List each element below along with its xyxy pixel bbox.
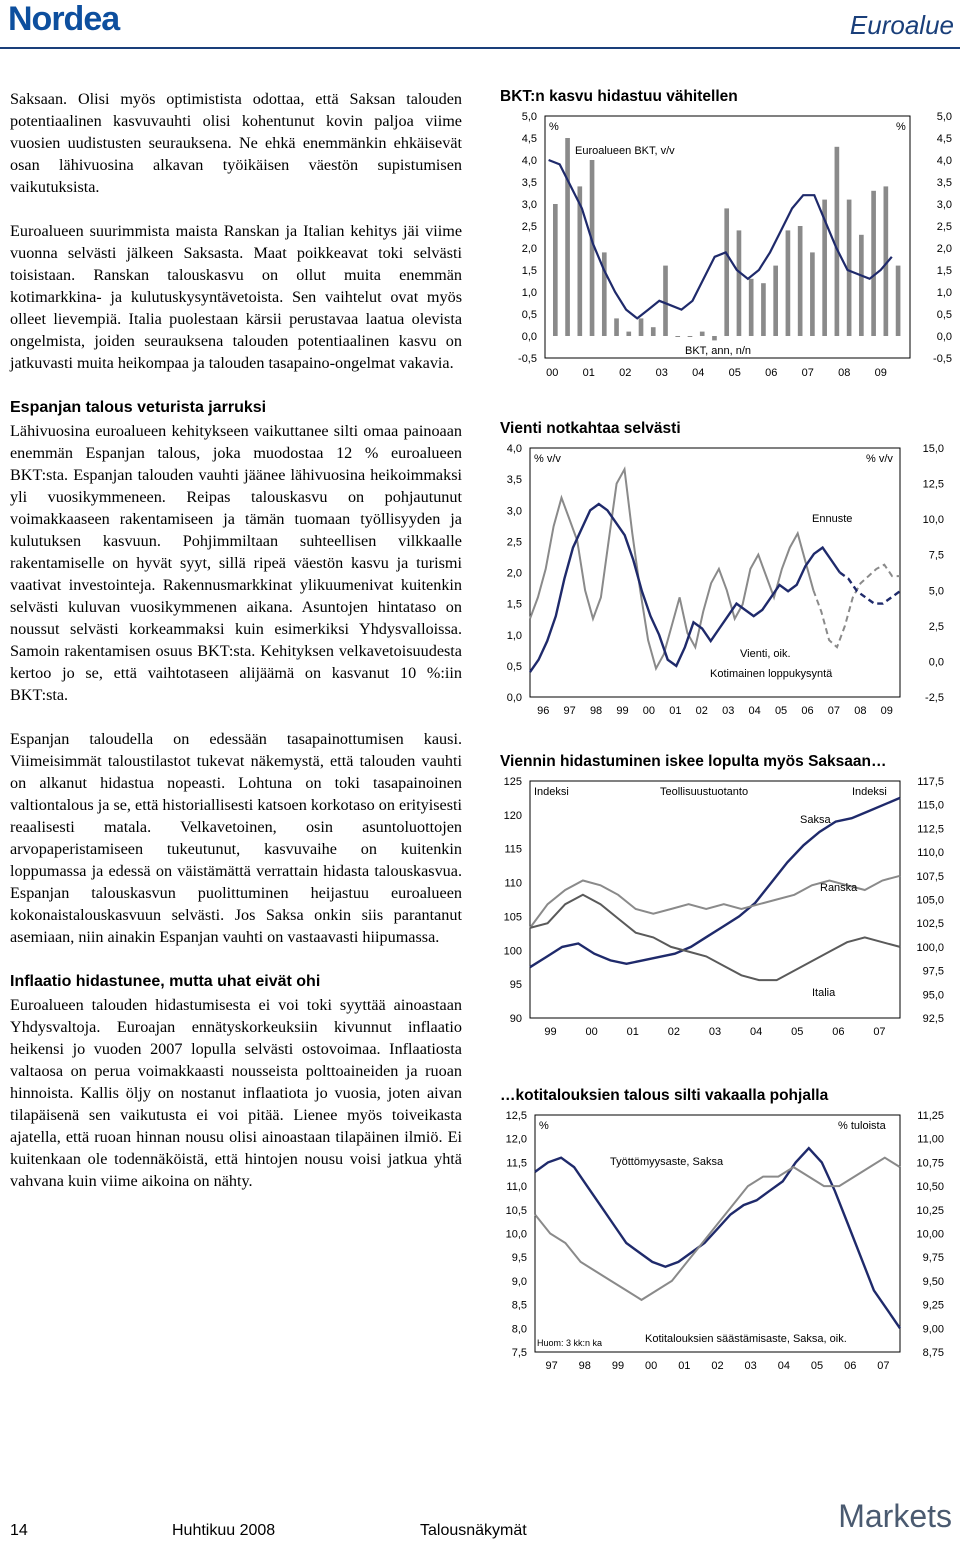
chart2-xtick: 02 <box>695 705 708 717</box>
chart2-ytick-right: 7,5 <box>928 549 944 562</box>
chart1-ytick-left: 2,5 <box>521 221 537 233</box>
chart4-xtick: 07 <box>877 1360 890 1372</box>
chart3-ytick-right: 92,5 <box>922 1013 944 1025</box>
chart-exports <box>495 440 955 740</box>
heading-spain: Espanjan talous veturista jarruksi <box>10 399 267 416</box>
chart3-ytick-left: 95 <box>509 979 522 992</box>
chart4-ytick-right: 9,00 <box>922 1323 944 1336</box>
chart1-ytick-right: 5,0 <box>936 111 952 123</box>
chart2-ytick-right: -2,5 <box>925 692 944 704</box>
chart1-ytick-left: 0,5 <box>521 309 537 321</box>
chart1-ytick-left: 4,0 <box>521 155 537 167</box>
chart2-right-unit: % v/v <box>866 453 893 465</box>
chart1-xtick: 09 <box>874 367 887 379</box>
chart1-xtick: 04 <box>692 367 705 379</box>
chart3-label-germany: Saksa <box>800 814 831 826</box>
chart3-ytick-right: 117,5 <box>917 776 944 788</box>
chart2-ytick-left: 2,5 <box>506 536 522 549</box>
chart3-xtick: 07 <box>873 1026 886 1038</box>
chart3-xtick: 00 <box>585 1026 598 1038</box>
chart1-ytick-right: -0,5 <box>933 353 952 365</box>
chart1-bar <box>663 266 668 336</box>
chart2-xtick: 04 <box>748 705 761 717</box>
chart4-ytick-left: 9,5 <box>511 1252 527 1265</box>
chart1-ytick-right: 2,0 <box>936 243 952 255</box>
chart-industrial-production <box>495 773 955 1058</box>
chart3-xtick: 01 <box>626 1026 639 1038</box>
chart1-bar <box>859 235 864 336</box>
chart2-xtick: 03 <box>722 705 735 717</box>
section-title: Euroalue <box>849 10 954 40</box>
chart2-ytick-left: 4,0 <box>506 443 522 455</box>
chart1-ytick-right: 3,0 <box>936 199 952 211</box>
chart4-xtick: 98 <box>578 1360 591 1372</box>
chart2-ytick-right: 10,0 <box>922 514 944 527</box>
chart2-title: Vienti notkahtaa selvästi <box>500 420 681 437</box>
chart4-legend-unemployment: Työttömyysaste, Saksa <box>610 1156 724 1168</box>
chart1-bar <box>798 226 803 336</box>
chart3-ytick-left: 90 <box>509 1013 522 1025</box>
chart4-series-line <box>535 1148 900 1328</box>
paragraph-5: Euroalueen talouden hidastumisesta ei voi toki syyttää ainoastaan Yhdysvaltoja. Euroajan ennätyskorkeuksiin kivunnut inflaatio heikensi jo vuoden 2007 lopulla selvästi ostovoimaa. Inflaatiosta valtaosa on perua voimakkaasti nousseista polttoaineiden ja ruoan hinnoista. Kallis öljy on nostanut inflaatiota jo vuosia, joten aivan tilapäisenä sen vaikutusta ei voi pitää. Lienee myös toiveikasta ajatella, että ruoan hinnan nousu olisi ainoastaan tilapäinen ilmiö. Ei kuitenkaan ole todennäköistä, että hintojen nousu voisi jatkua yhtä vahvana kuin viime aikoina on nähty. <box>10 996 462 1190</box>
chart2-ytick-left: 3,5 <box>506 474 522 487</box>
chart4-ytick-right: 10,50 <box>916 1181 944 1194</box>
chart3-frame <box>530 781 900 1018</box>
chart1-ytick-left: 3,5 <box>521 177 537 189</box>
chart2-xtick: 99 <box>616 705 629 717</box>
chart1-bar <box>651 327 656 336</box>
chart1-xtick: 01 <box>582 367 595 379</box>
chart2-ytick-left: 0,5 <box>506 660 522 673</box>
chart2-xtick: 01 <box>669 705 682 717</box>
chart1-ytick-right: 1,0 <box>936 287 952 299</box>
chart2-ytick-left: 3,0 <box>506 505 522 518</box>
chart1-bar <box>688 336 693 337</box>
chart3-ytick-left: 105 <box>503 911 522 924</box>
chart3-ytick-left: 100 <box>503 945 522 958</box>
chart1-right-unit: % <box>896 121 906 133</box>
chart3-xtick: 99 <box>544 1026 557 1038</box>
chart4-ytick-left: 10,5 <box>505 1204 527 1217</box>
chart3-subtitle: Teollisuustuotanto <box>660 786 749 798</box>
chart1-bar <box>773 266 778 336</box>
chart2-ytick-right: 5,0 <box>928 585 944 598</box>
nordea-logo: Nordea <box>8 0 120 38</box>
chart1-xtick: 02 <box>619 367 632 379</box>
chart1-ytick-left: 2,0 <box>521 243 537 255</box>
chart1-bar <box>553 204 558 336</box>
chart1-bar <box>639 318 644 336</box>
chart4-frame <box>535 1115 900 1352</box>
chart2-ytick-left: 1,5 <box>506 598 522 611</box>
chart1-ytick-left: 3,0 <box>521 199 537 211</box>
chart3-ytick-right: 102,5 <box>916 918 944 931</box>
chart4-right-unit: % tuloista <box>838 1120 886 1132</box>
chart2-legend-demand: Kotimainen loppukysyntä <box>710 668 833 680</box>
chart2-xtick: 06 <box>801 705 814 717</box>
chart3-xtick: 02 <box>667 1026 681 1038</box>
chart1-title: BKT:n kasvu hidastuu vähitellen <box>500 88 738 105</box>
chart4-ytick-left: 12,5 <box>505 1110 527 1122</box>
chart1-bar <box>724 208 729 336</box>
chart1-ytick-right: 4,5 <box>936 133 952 145</box>
chart4-ytick-left: 7,5 <box>511 1347 527 1359</box>
chart2-forecast-label: Ennuste <box>812 513 853 525</box>
chart3-xtick: 05 <box>791 1026 804 1038</box>
paragraph-2: Euroalueen suurimmista maista Ranskan ja Italian kehitys jäi viime vuonna selvästi jälkeen Saksasta. Maat poikkeavat toki selvästi toisistaan. Ranskan talouskasvu on ollut muita enemmän kotimarkkina- ja kulutuskysyntävetoista. Sen vaihtelut ovat myös olleet lievempiä. Italia puolestaan kärsii perustavaa laatua olevista ongelmista, joiden seurauksena talouden potentiaalinen kasvu on jatkuvasti muita heikompaa ja talouden tasapaino-ongelmat vakavia. <box>10 222 462 372</box>
chart4-ytick-right: 11,25 <box>917 1110 944 1122</box>
chart1-bar-label: BKT, ann, n/n <box>685 345 752 357</box>
chart3-ytick-right: 100,0 <box>916 941 944 954</box>
chart1-xtick: 07 <box>801 367 814 379</box>
chart1-xtick: 03 <box>655 367 668 379</box>
chart4-ytick-left: 11,0 <box>506 1181 527 1194</box>
chart3-xtick: 04 <box>749 1026 763 1038</box>
chart2-ytick-right: 2,5 <box>928 620 944 633</box>
chart3-ytick-left: 110 <box>504 877 522 890</box>
chart2-xtick: 09 <box>880 705 893 717</box>
chart2-xtick: 96 <box>537 705 550 717</box>
chart2-series-line <box>530 504 840 672</box>
chart3-ytick-left: 125 <box>503 776 522 788</box>
chart1-line-euro-gdp <box>549 160 892 318</box>
chart3-left-unit: Indeksi <box>534 786 569 798</box>
chart4-ytick-left: 8,5 <box>511 1299 527 1312</box>
chart4-xtick: 03 <box>744 1360 757 1372</box>
chart4-ytick-left: 9,0 <box>511 1275 527 1288</box>
chart4-left-unit: % <box>539 1120 549 1132</box>
chart3-label-italy: Italia <box>812 987 836 999</box>
page-number: 14 <box>10 1522 28 1539</box>
paragraph-1: Saksaan. Olisi myös optimistista odottaa, että Saksan talouden potentiaalinen kasvuvauhti olisi kohentunut kovin paljoa viime vuosien uudistusten seurauksena. Ne ehkä enemmänkin ehkäisevät osan lähivuosina alkavan työikäisen väestön supistumisen vaikutuksista. <box>10 90 462 196</box>
footer-publication: Talousnäkymät <box>420 1522 527 1539</box>
chart3-xtick: 06 <box>832 1026 845 1038</box>
chart4-ytick-right: 9,25 <box>922 1299 944 1312</box>
chart2-ytick-left: 2,0 <box>506 567 522 580</box>
chart1-ytick-right: 3,5 <box>936 177 952 189</box>
chart1-bar <box>675 336 680 337</box>
chart2-xtick: 08 <box>854 705 867 717</box>
paragraph-4: Espanjan taloudella on edessään tasapainottumisen kausi. Viimeisimmät taloustilastot tukevat näkemystä, että talouden vauhti on alkanut hidastua nopeasti. Lohtuna on toki tasapainoinen valtiontalous ja se, että historiallisesti katsoen korkotaso on erityisesti reaalisesti matala. Velkavetoinen, osin asuntoluottojen arvopaperistamiseen tukeutunut, kasvuvaihe on kuitenkin loppumassa ja edessä on väistämättä verrattain hidasta talouskasvua. Espanjan talouskasvun puolittuminen heijastuu euroalueen kokonaistalouskasvuun selvästi. Jos Saksa onkin siis parantanut asemiaan, niin ainakin Espanjan vauhti on vastaavasti hiipumassa. <box>10 730 462 946</box>
chart1-xtick: 05 <box>728 367 741 379</box>
chart2-frame <box>530 448 900 697</box>
chart1-xtick: 08 <box>838 367 851 379</box>
chart1-bar <box>871 191 876 336</box>
chart1-bar <box>786 230 791 336</box>
chart4-xtick: 01 <box>678 1360 691 1372</box>
chart4-xtick: 97 <box>545 1360 558 1372</box>
chart4-note: Huom: 3 kk:n ka <box>537 1338 603 1348</box>
chart3-ytick-right: 110,0 <box>917 847 944 860</box>
chart1-line-label: Euroalueen BKT, v/v <box>575 145 675 157</box>
chart1-bar <box>835 147 840 336</box>
chart2-ytick-right: 12,5 <box>922 478 944 491</box>
chart2-left-unit: % v/v <box>534 453 561 465</box>
paragraph-3: Lähivuosina euroalueen kehitykseen vaikuttanee silti omaa painoaan enemmän Espanjan talous, joka muodostaa 12 % euroalueen BKT:sta. Espanjan talouden vauhti jäänee lähivuosina heikoimmaksi yli vuosikymmeneen. Reipas talouskasvu on pohjautunut voimakkaaseen rakentamiseen ja tämän tuomaan työllisyyden ja kulutuksen kasvuun. Pohjimmiltaan suhteellisen vilkkaalle rakentamiselle on hyvät syyt, sillä ripeä väestön kasvu ja turismi vaativat investointeja. Rakennusmarkkinat ylikuumenivat kuitenkin selvästi kuluvan vuosikymmenen aikana. Asuntojen hintataso on noussut selvästi korkeammaksi kuin esimerkiksi Yhdysvalloissa. Samoin rakentamisen osuus BKT:sta. Kehityksen velkavetoisuudesta kertoo jo se, että vaihtotaseen alijäämä on kasvanut 10 %:iin BKT:sta. <box>10 422 462 704</box>
chart3-label-france: Ranska <box>820 882 858 894</box>
chart1-bar <box>761 283 766 336</box>
chart1-xtick: 00 <box>546 367 559 379</box>
chart4-title: …kotitalouksien talous silti vakaalla pohjalla <box>500 1087 829 1104</box>
chart1-ytick-right: 4,0 <box>936 155 952 167</box>
chart1-bar <box>749 279 754 336</box>
chart2-xtick: 97 <box>563 705 576 717</box>
chart4-ytick-right: 9,75 <box>922 1252 944 1265</box>
chart4-xtick: 02 <box>711 1360 724 1372</box>
chart4-ytick-right: 8,75 <box>922 1347 944 1359</box>
chart1-ytick-right: 0,5 <box>936 309 952 321</box>
chart1-xtick: 06 <box>765 367 778 379</box>
chart-household <box>495 1107 955 1387</box>
header-rule <box>0 47 960 49</box>
chart3-right-unit: Indeksi <box>852 786 887 798</box>
chart4-xtick: 00 <box>645 1360 658 1372</box>
chart4-legend-savings: Kotitalouksien säästämisaste, Saksa, oik. <box>645 1333 847 1345</box>
chart1-left-unit: % <box>549 121 559 133</box>
chart1-bar <box>810 252 815 336</box>
chart4-ytick-left: 11,5 <box>506 1157 527 1170</box>
chart1-ytick-right: 2,5 <box>936 221 952 233</box>
heading-inflation: Inflaatio hidastunee, mutta uhat eivät ohi <box>10 973 321 990</box>
chart3-ytick-right: 115,0 <box>917 799 944 812</box>
chart4-ytick-right: 10,75 <box>916 1157 944 1170</box>
chart4-ytick-left: 10,0 <box>505 1228 527 1241</box>
chart1-ytick-left: 1,5 <box>521 265 537 277</box>
chart1-ytick-left: 4,5 <box>521 133 537 145</box>
chart1-bar <box>614 318 619 336</box>
chart2-xtick: 07 <box>827 705 841 717</box>
chart4-ytick-right: 11,00 <box>917 1133 944 1146</box>
chart2-series-forecast <box>840 573 900 604</box>
chart2-ytick-left: 1,0 <box>506 629 522 642</box>
chart2-series-forecast <box>813 565 900 648</box>
article-body <box>10 88 462 1214</box>
chart3-ytick-left: 115 <box>504 843 522 856</box>
chart3-ytick-right: 95,0 <box>922 989 944 1002</box>
chart1-ytick-right: 1,5 <box>936 265 952 277</box>
chart4-ytick-right: 10,00 <box>916 1228 944 1241</box>
chart4-xtick: 06 <box>844 1360 857 1372</box>
chart2-series-line <box>530 469 813 668</box>
chart4-ytick-left: 8,0 <box>511 1323 527 1336</box>
chart2-ytick-right: 0,0 <box>928 656 944 669</box>
chart-gdp-growth <box>495 108 955 408</box>
chart2-xtick: 98 <box>589 705 603 717</box>
chart2-xtick: 05 <box>774 705 788 717</box>
chart1-bar <box>737 230 742 336</box>
chart1-ytick-left: -0,5 <box>518 353 537 365</box>
chart3-ytick-right: 105,0 <box>916 894 944 907</box>
chart4-xtick: 99 <box>611 1360 625 1372</box>
chart4-xtick: 04 <box>777 1360 790 1372</box>
chart1-bar <box>896 266 901 336</box>
chart1-bar <box>700 332 705 336</box>
chart3-ytick-left: 120 <box>503 809 522 822</box>
chart1-ytick-left: 5,0 <box>521 111 537 123</box>
chart4-ytick-left: 12,0 <box>505 1133 527 1146</box>
chart3-ytick-right: 107,5 <box>916 870 944 883</box>
markets-logo: Markets <box>838 1498 952 1534</box>
chart2-xtick: 00 <box>642 705 656 717</box>
chart2-legend-exports: Vienti, oik. <box>740 648 791 660</box>
footer-date: Huhtikuu 2008 <box>172 1522 276 1539</box>
chart1-bar <box>626 332 631 336</box>
chart4-xtick: 05 <box>810 1360 824 1372</box>
chart1-ytick-right: 0,0 <box>936 331 952 343</box>
chart2-ytick-left: 0,0 <box>506 692 522 704</box>
chart4-ytick-right: 10,25 <box>916 1204 944 1217</box>
chart3-ytick-right: 112,5 <box>917 823 944 836</box>
chart1-bar <box>565 138 570 336</box>
chart1-ytick-left: 1,0 <box>521 287 537 299</box>
chart2-ytick-right: 15,0 <box>922 443 944 455</box>
chart1-bar <box>712 336 717 340</box>
chart3-title: Viennin hidastuminen iskee lopulta myös Saksaan… <box>500 753 887 770</box>
chart3-xtick: 03 <box>708 1026 722 1038</box>
chart4-ytick-right: 9,50 <box>922 1275 944 1288</box>
chart1-ytick-left: 0,0 <box>521 331 537 343</box>
chart3-ytick-right: 97,5 <box>922 965 944 978</box>
